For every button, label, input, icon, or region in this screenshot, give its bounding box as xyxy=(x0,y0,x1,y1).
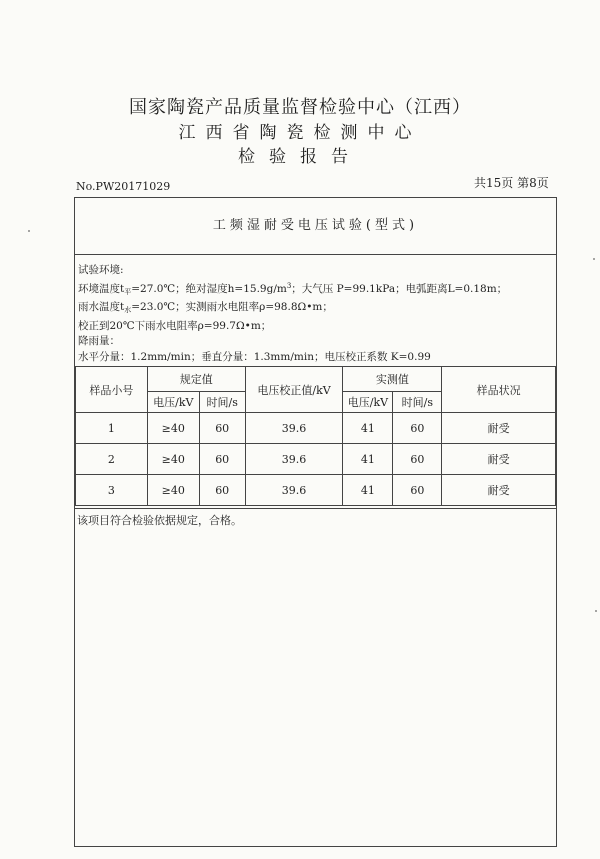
document-number: No.PW20171029 xyxy=(76,180,171,193)
cell-meas-voltage: 41 xyxy=(343,413,393,444)
cell-meas-time: 60 xyxy=(393,413,442,444)
scan-speck xyxy=(595,610,597,612)
env-heading: 试验环境: xyxy=(78,264,124,276)
cell-sample-no: 2 xyxy=(76,444,148,475)
cell-spec-time: 60 xyxy=(199,475,245,506)
subheader-spec-voltage: 电压/kV xyxy=(147,392,199,413)
cell-corrected: 39.6 xyxy=(245,475,343,506)
header-measured: 实测值 xyxy=(343,367,442,392)
cell-spec-voltage: ≥40 xyxy=(147,475,199,506)
env-line-rainfall: 降雨量： xyxy=(78,335,120,347)
cell-sample-no: 1 xyxy=(76,413,148,444)
env-line-ambient: 环境温度$t_平=27.0℃$；绝对湿度$h=15.9g/m^3$；大气压 P=99.1kPa；电弧距离L=0.18m； xyxy=(78,281,508,296)
table-row xyxy=(76,444,556,475)
report-title: 检验报告 xyxy=(238,147,362,167)
table-row xyxy=(76,413,556,444)
header-status: 样品状况 xyxy=(442,367,556,413)
subheader-meas-time: 时间/s xyxy=(393,392,442,413)
cell-spec-time: 60 xyxy=(199,444,245,475)
subheader-spec-time: 时间/s xyxy=(199,392,245,413)
header-sample-no: 样品小号 xyxy=(76,367,148,413)
cell-spec-voltage: ≥40 xyxy=(147,413,199,444)
header-specified: 规定值 xyxy=(147,367,245,392)
section-title: 工频湿耐受电压试验(型式) xyxy=(75,198,556,255)
table-row xyxy=(76,475,556,506)
conclusion: 该项目符合检验依据规定，合格。 xyxy=(75,508,556,531)
results-table xyxy=(75,366,556,506)
cell-sample-no: 3 xyxy=(76,475,148,506)
center-name: 江西省陶瓷检测中心 xyxy=(178,123,422,143)
scan-speck xyxy=(593,258,595,260)
env-line-components: 水平分量：1.2mm/min；垂直分量：1.3mm/min；电压校正系数 K=0.99 xyxy=(78,350,431,363)
cell-spec-time: 60 xyxy=(199,413,245,444)
header-corrected: 电压校正值/kV xyxy=(245,367,343,413)
env-line-resistivity: 校正到20℃下雨水电阻率ρ=99.7Ω•m； xyxy=(78,319,272,332)
cell-status: 耐受 xyxy=(442,444,556,475)
subheader-meas-voltage: 电压/kV xyxy=(343,392,393,413)
env-line-rain-temp: 雨水温度$t_水=23.0℃$；实测雨水电阻率ρ=98.8Ω•m； xyxy=(78,301,333,314)
org-title: 国家陶瓷产品质量监督检验中心（江西） xyxy=(129,97,471,118)
cell-corrected: 39.6 xyxy=(245,444,343,475)
cell-meas-time: 60 xyxy=(393,444,442,475)
cell-meas-time: 60 xyxy=(393,475,442,506)
cell-spec-voltage: ≥40 xyxy=(147,444,199,475)
cell-corrected: 39.6 xyxy=(245,413,343,444)
cell-status: 耐受 xyxy=(442,475,556,506)
page-info: 共15页 第8页 xyxy=(474,176,549,190)
cell-status: 耐受 xyxy=(442,413,556,444)
scan-speck xyxy=(28,230,30,232)
cell-meas-voltage: 41 xyxy=(343,444,393,475)
cell-meas-voltage: 41 xyxy=(343,475,393,506)
test-environment xyxy=(78,263,554,365)
report-frame xyxy=(74,197,557,847)
